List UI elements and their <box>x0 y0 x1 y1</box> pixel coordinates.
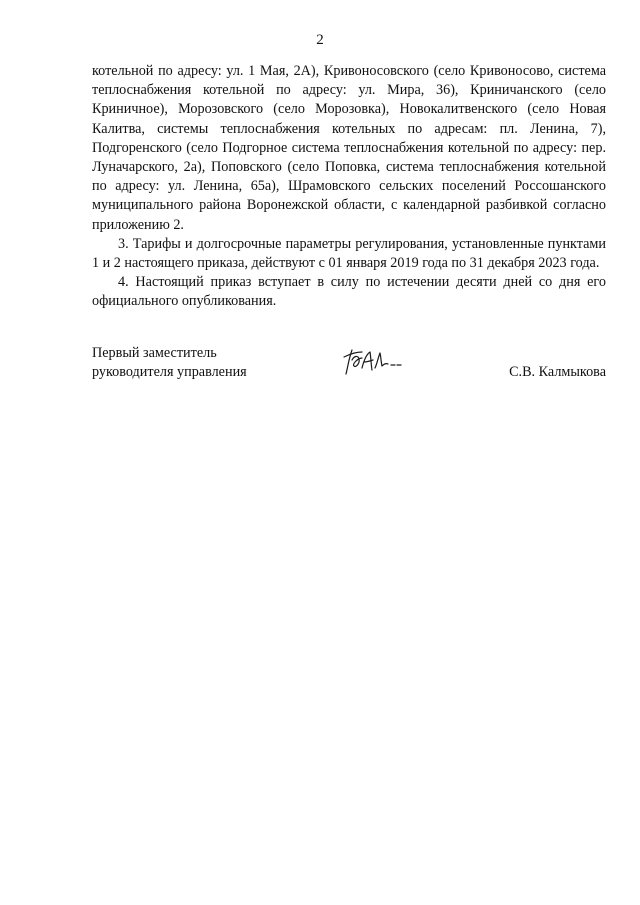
paragraph-item-4: 4. Настоящий приказ вступает в силу по истечении десяти дней со дня его официального опубликования. <box>92 274 606 310</box>
signer-name: С.В. Калмыкова <box>509 364 606 380</box>
paragraph-item-3: 3. Тарифы и долгосрочные параметры регулирования, установленные пунктами 1 и 2 настоящего приказа, действуют с 01 января 2019 года по 31 декабря 2023 года. <box>92 235 606 272</box>
signer-title <box>92 344 247 382</box>
signature-block <box>92 344 606 388</box>
document-body <box>92 62 606 312</box>
signer-title-line-2: руководителя управления <box>92 364 247 381</box>
page-number: 2 <box>316 32 324 48</box>
signer-title-line-1: Первый заместитель <box>92 345 217 361</box>
handwritten-signature <box>340 344 410 380</box>
paragraph-continuation: котельной по адресу: ул. 1 Мая, 2А), Кривоносовского (село Кривоносово, система теплоснабжения котельной по адресу: ул. Мира, 36), Криничанского (село Криничное), Морозовского (село Морозовка), Новокалитвенского (село Новая Калитва, системы теплоснабжения котельных по адресам: пл. Ленина, 7), Подгоренского (село Подгорное система теплоснабжения котельной по адресу: пер. Луначарского, 2а), Поповского (село Поповка, система теплоснабжения котельной по адресу: ул. Ленина, 65а), Шрамовского сельских поселений Россошанского муниципального района Воронежской области, с календарной разбивкой согласно приложению 2. <box>92 63 606 233</box>
